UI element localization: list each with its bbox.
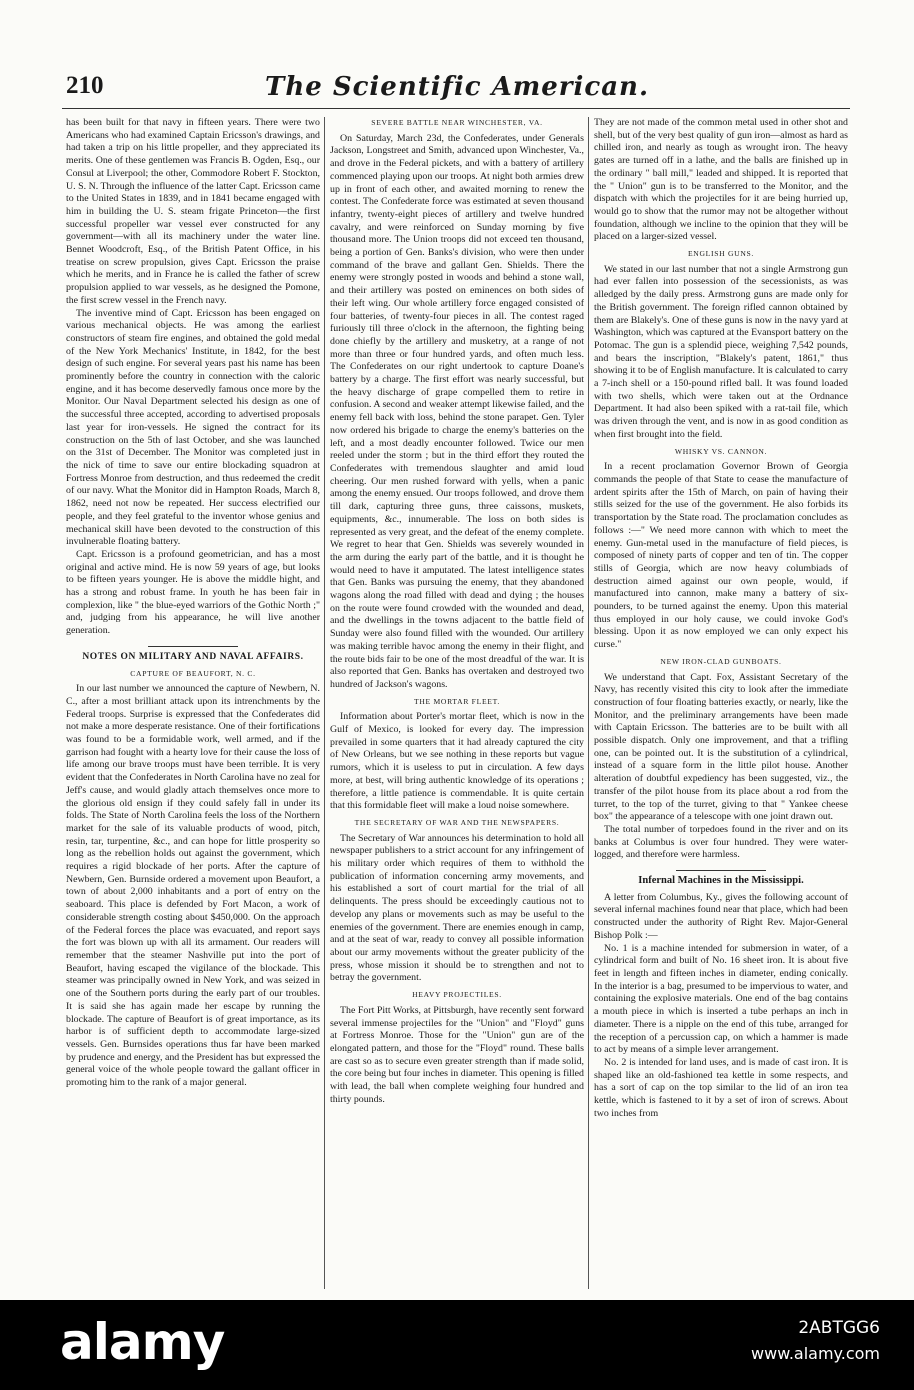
paragraph: Capt. Ericsson is a profound geometrician, and has a most original and active mind. He is now 59 years of age, but looks to be fifteen years younger. He is above the middle hight, and has a strong and robust frame. In youth he has been fair in complexion, like " the blue-eyed warriors of the Gothic North ;" and, judging from his appearance, he will live another generation. bbox=[66, 548, 320, 637]
subheading: HEAVY PROJECTILES. bbox=[412, 990, 502, 1000]
subheading: WHISKY VS. CANNON. bbox=[674, 446, 768, 456]
section-heading: NOTES ON MILITARY AND NAVAL AFFAIRS. bbox=[82, 651, 304, 662]
column-3 bbox=[594, 117, 848, 1289]
paragraph: No. 1 is a machine intended for submersion in water, of a cylindrical form and built of No. 16 sheet iron. It is about five feet in length and fifteen inches in diameter, ending conically. In the interior is a bag, presumed to be impervious to water, and containing the explosive materials. One end of the bag contains a mouth piece in which is inserted a tube perhaps an inch in diameter. There is a nipple on the end of this tube, arranged for the reception of a percussion cap, on which a hammer is made to act by means of a simple lever arrangement. bbox=[594, 942, 848, 1056]
paragraph: No. 2 is intended for land uses, and is made of cast iron. It is shaped like an old-fashioned tea kettle in some respects, and has a sort of cap on the top similar to the lid of an iron tea kettle, which is fastened to it by a set of iron of screws. About two inches from bbox=[594, 1056, 848, 1119]
paragraph: We understand that Capt. Fox, Assistant Secretary of the Navy, has recently visited this city to look after the immediate construction of four floating batteries exactly, or nearly, like the Monitor, and the preliminary arrangements have been made with Captain Ericsson. The batteries are to be built with all possible dispatch. Only one improvement, and that a trifling one, can be pointed out. It is the substitution of a cylindrical, instead of a square form in the little pilot house. Another alteration of doubtful expediency has been suggested, viz., the transfer of the pilot house from its place about a rod from the turret, to the top of the turret, giving to that " Yankee cheese box" the appearance of a telescope with one joint drawn out. bbox=[594, 671, 848, 823]
masthead: The Scientific American. bbox=[264, 72, 650, 102]
subheading: ENGLISH GUNS. bbox=[687, 249, 755, 259]
paragraph: In a recent proclamation Governor Brown of Georgia commands the people of that State to cease the manufacture of ardent spirits after the 15th of March, on pain of having their stills seized for the use of the government. He also forbids its transportation by the State road. The proclamation concludes as follows :—" We need more cannon with which to meet the enemy. Gun-metal used in the manufacture of field pieces, is composed of ninety parts of copper and ten of tin. The copper stills of Georgia, which are now heavy columbiads of destruction aimed against our own people, would, if manufactured into cannon, make many a battery of six-pounders, to be turned against the enemy. Upon this material thus employed in our holy cause, we could invoke God's blessing. Upon it as now employed we can only expect his curse." bbox=[594, 461, 848, 651]
separator bbox=[676, 870, 766, 871]
column-divider bbox=[588, 117, 589, 1289]
column-1 bbox=[66, 117, 320, 1289]
paragraph: They are not made of the common metal used in other shot and shell, but of the very best quality of gun iron—almost as hard as chilled iron, and nearly as tough as wrought iron. The heavy gates are turned off in a lathe, and the balls are finished up in the ordinary " ball mill," leaded and shipped. It is reported that the " Union" gun is to be transferred to the Monitor, and the dispatch with which the projectiles for it are being hurried up, would go to show that the rumor may not be altogether without foundation, although we incline to the opinion that they will be placed on a larger-sized vessel. bbox=[594, 117, 848, 243]
paragraph: has been built for that navy in fifteen years. There were two Americans who had examined Captain Ericsson's drawings, and had taken a trip on his little propeller, and they appreciated its merits. One of these gentlemen was Francis B. Ogden, Esq., our Consul at Liverpool; the other, Commodore Robert F. Stockton, U. S. N. Through the influence of the latter Capt. Ericsson came to the United States in 1839, and in 1841 became engaged with him in building the U. S. steam frigate Princeton—the first successful propeller war vessel ever constructed for any government—with all its machinery under the water line. Bennet Woodcroft, Esq., of the British Patent Office, in his treatise on screw propulsion, gives Capt. Ericsson the praise which he merits, and in France he is called the father of screw propulsion applied to war vessels, as he designed the Pomone, the first screw vessel in the French navy. bbox=[66, 117, 320, 306]
column-divider bbox=[324, 117, 325, 1289]
site-url: www.alamy.com bbox=[751, 1344, 880, 1363]
subheading: SEVERE BATTLE NEAR WINCHESTER, VA. bbox=[371, 118, 543, 127]
page-number: 210 bbox=[66, 72, 104, 99]
subheading: THE SECRETARY OF WAR AND THE NEWSPAPERS. bbox=[354, 817, 560, 827]
image-code bbox=[751, 1318, 880, 1363]
brand-logo: alamy bbox=[60, 1313, 225, 1371]
subheading: NEW IRON-CLAD GUNBOATS. bbox=[660, 656, 782, 666]
paragraph: A letter from Columbus, Ky., gives the following account of several infernal machines found near that place, which had been constructed under the authority of Right Rev. Major-General Bishop Polk :— bbox=[594, 891, 848, 941]
paragraph: The Secretary of War announces his determination to hold all newspaper publishers to a strict account for any infringement of his military order which requires of them to withhold the publication of information concerning army movements, and his established a sort of court martial for the trial of all delinquents. The press should be exceedingly cautious not to develop any plans or movements such as may be useful to the enemies of the government. There are enemies enough in camp, and at the seat of war, ready to convey all possible information about our army movements without the greater publicity of the press, whose mission it should be to strengthen and not to betray the government. bbox=[330, 832, 584, 984]
paragraph: The inventive mind of Capt. Ericsson has been engaged on various mechanical objects. He was among the earliest constructors of steam fire engines, and obtained the gold medal of the New York Mechanics' Institute, in 1842, for the best design of such engine. For several years past his name has been prominently before the country in connection with the caloric engine, and it has become deservedly famous once more by the Monitor. Our Naval Department selected his design as one of the successful three accepted, according to advertised proposals last year for iron-vessels. He signed the contract for its construction on the 5th of last October, and she was launched on the 31st of December. The Monitor was completed just in the nick of time to save our entire blockading squadron at Fortress Monroe from destruction, and thus redeemed the credit of our navy. What the Monitor did in Hampton Roads, March 8, 1862, need not now be repeated. Her success electrified our people, and they feel grateful to the inventor whose genius and mechanical skill have been devoted to the construction of this invulnerable floating battery. bbox=[66, 307, 320, 548]
section-heading: Infernal Machines in the Mississippi. bbox=[638, 875, 804, 887]
paragraph: On Saturday, March 23d, the Confederates, under Generals Jackson, Longstreet and Smith, advanced upon Winchester, Va., and drove in the Federal pickets, and with a battery of artillery commenced playing upon our troops. At night both armies drew up in front of each other, and awaited morning to renew the contest. The Confederate force was estimated at seven thousand infantry, twenty-eight pieces of artillery and twelve hundred cavalry, and were reinforced on Sunday morning by five thousand more. The Union troops did not exceed ten thousand, being a portion of Gen. Banks's division, who were then under command of the brave and gallant Gen. Shields. There the enemy were strongly posted in woods and behind a stone wall, and their artillery was posted on eminences on both sides of their left wing. Our whole artillery force engaged consisted of four batteries, of twenty-four pieces in all. The contest raged furiously till three o'clock in the afternoon, the fighting being done chiefly by the artillery and musketry, at a range of not more than three or four hundred yards, and often much less. The Confederates on our right undertook to capture Doane's battery by a charge. The first effort was nearly successful, but the heavy discharge of grape compelled them to retire in confusion. A second and weaker attempt likewise failed, and the enemy fell back with loss, behind the stone parapet. Gen. Tyler now ordered his brigade to charge the enemy's batteries on the left, and a most deadly encounter followed. Twice our men reeled under the storm ; but in the third effort they routed the Confederates with tremendous slaughter and amid loud cheering. Our men rushed forward with yells, when a panic among the enemy ensued. Our troops followed, and drove them till dark, capturing three guns, three caissons, muskets, equipments, &c., innumerable. The loss on both sides is represented as very great, and the defeat of the enemy complete. We regret to hear that Gen. Shields was severely wounded in the arm during the early part of the battle, and it is thought he would need to have it amputated. The latest intelligence states that Gen. Banks was pursuing the enemy, that they abandoned wagons along the road filled with dead and dying ; the houses on the route were found crowded with the wounded and dead, and the dwellings in the towns adjacent to the battle field of Sunday were also found filled with the wounded. Our artillery was making terrible havoc among the enemy in their flight, and the route bids fair to be one of the most dreadful of the war. It is also reported that Gen. Banks has overtaken and destroyed two hundred of Jackson's wagons. bbox=[330, 132, 584, 690]
separator bbox=[148, 646, 238, 647]
header-rule bbox=[62, 108, 850, 109]
subheading: THE MORTAR FLEET. bbox=[414, 696, 500, 706]
subheading: CAPTURE OF BEAUFORT, N. C. bbox=[130, 668, 256, 678]
column-2 bbox=[330, 117, 584, 1289]
paragraph: The Fort Pitt Works, at Pittsburgh, have recently sent forward several immense projectiles for the "Union" and "Floyd" guns at Fortress Monroe. Those for the "Union" gun are of the elongated pattern, and those for the "Floyd" round. These balls are cast so as to secure even greater strength than if made solid, the core being but four inches in diameter. This opening is filled with lead, the ball when complete weighing four hundred and thirty pounds. bbox=[330, 1004, 584, 1105]
paragraph: Information about Porter's mortar fleet, which is now in the Gulf of Mexico, is looked for every day. The impression prevailed in some quarters that it had already captured the city of New Orleans, but we see nothing in these reports but vague rumors, which it is useless to put in circulation. A few days more, at best, will bring authentic knowledge of its operations ; therefore, a little patience is commendable. It is quite certain that this formidable fleet will make a loud noise somewhere. bbox=[330, 711, 584, 812]
paragraph: The total number of torpedoes found in the river and on its banks at Columbus is over four hundred. They were water-logged, and therefore were harmless. bbox=[594, 823, 848, 861]
image-id: 2ABTGG6 bbox=[798, 1318, 880, 1338]
paragraph: In our last number we announced the capture of Newbern, N. C., after a most brilliant attack upon its intrenchments by the Federal troops. Surprise is expressed that the Confederates did not make a more desperate resistance. One of their fortifications was found to be a formidable work, well armed, and if the garrison had fought with a hearty love for their cause the loss of life among our brave troops must have been terrible. It is very evident that the Confederates in North Carolina have no zeal for Jeff's cause, and would gladly attach themselves once more to the glorious old ensign if they could safely fall in under its folds. The State of North Carolina feels the loss of the Northern market for the sale of its valuable products of wood, pitch, resin, tar, turpentine, &c., and can hope for little prosperity so long as the rebellion holds out against the government, which requires a rigid blockade of her ports. After the capture of Newbern, Gen. Burnside ordered a movement upon Beaufort, a town of about 2,000 inhabitants and a port of entry on the seaboard. This place is defended by Fort Macon, a work of considerable strength costing about $450,000. On the approach of the Federal forces the place was evacuated, and report says the fort was blown up with all its armament. Our readers will remember that the steamer Nashville put into the port of Beaufort, having escaped the vigilance of the blockade. This steamer was principally owned in New York, and was seized in one of the Southern ports during the early part of our troubles. It is said she has again made her escape by running the blockade. The capture of Beaufort is of great importance, as its harbor is of sufficient depth to accommodate large-sized vessels. Gen. Burnsides operations thus far have been marked by prudence and energy, and the President has but expressed the general voice of the whole people toward the gallant officer in promoting him to the rank of a major general. bbox=[66, 683, 320, 1089]
paragraph: We stated in our last number that not a single Armstrong gun had ever fallen into possession of the secessionists, as was alledged by the daily press. Armstrong guns are made only for the British government. The foreign rifled cannon obtained by them are Blakely's. One of these guns is now in the navy yard at Washington, which was captured at the Evansport battery on the Potomac. The gun is a splendid piece, weighing 7,542 pounds, and bears the inscription, "Blakely's patent, 1861," thus showing it to be of English manufacture. It is calculated to carry a 7-inch shell or a 150-pound rifled ball. It was found loaded with two shells, which were taken out at the Ordnance Department. It had also been spiked with a rat-tail file, which was driven through the vent, and is now in as good condition as when first brought into the field. bbox=[594, 263, 848, 440]
